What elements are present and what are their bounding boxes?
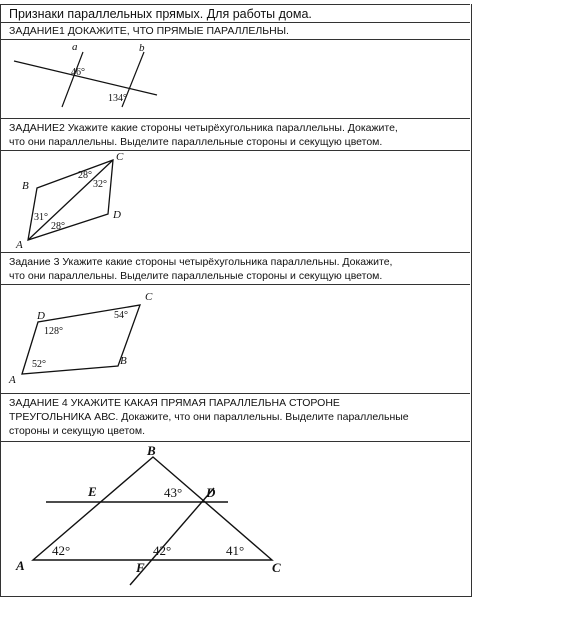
angle-31: 31° xyxy=(34,212,48,223)
task4-heading-line2: ТРЕУГОЛЬНИКА АВС. Докажите, что они параллельны. Выделите параллельные xyxy=(9,411,409,423)
angle-134: 134° xyxy=(108,93,127,104)
page-title: Признаки параллельных прямых. Для работы дома. xyxy=(9,7,312,21)
task3-heading-line1: Задание 3 Укажите какие стороны четырёхугольника параллельны. Докажите, xyxy=(9,256,393,268)
angle-52: 52° xyxy=(32,359,46,370)
angle-46: 46° xyxy=(71,67,85,78)
angle-32: 32° xyxy=(93,179,107,190)
vertex-c: C xyxy=(116,151,124,163)
task4-heading-line3: стороны и секущую цветом. xyxy=(9,425,145,437)
label-b: b xyxy=(139,42,145,54)
vertex-a: A xyxy=(9,374,16,386)
angle-41: 41° xyxy=(226,543,245,558)
vertex-d: D xyxy=(206,485,216,500)
vertex-d: D xyxy=(37,310,45,322)
vertex-e: E xyxy=(88,484,97,499)
vertex-b: B xyxy=(120,355,127,367)
task2-heading-line2: что они параллельны. Выделите параллельные стороны и секущую цветом. xyxy=(9,136,383,148)
vertex-c: C xyxy=(272,560,281,575)
vertex-a: A xyxy=(16,558,25,573)
task1-heading: ЗАДАНИЕ1 ДОКАЖИТЕ, ЧТО ПРЯМЫЕ ПАРАЛЛЕЛЬНЫ. xyxy=(9,25,289,37)
angle-28-bottom: 28° xyxy=(51,221,65,232)
label-a: a xyxy=(72,41,78,53)
vertex-c: C xyxy=(145,291,153,303)
angle-42-f: 42° xyxy=(153,543,172,558)
angle-54: 54° xyxy=(114,310,128,321)
task4-heading-line1: ЗАДАНИЕ 4 УКАЖИТЕ КАКАЯ ПРЯМАЯ ПАРАЛЛЕЛЬНА СТОРОНЕ xyxy=(9,397,340,409)
vertex-b: B xyxy=(147,443,156,458)
vertex-a: A xyxy=(16,239,23,251)
vertex-d: D xyxy=(113,209,121,221)
vertex-b: B xyxy=(22,180,29,192)
task2-heading-line1: ЗАДАНИЕ2 Укажите какие стороны четырёхугольника параллельны. Докажите, xyxy=(9,122,398,134)
angle-43: 43° xyxy=(164,485,183,500)
angle-28-top: 28° xyxy=(78,170,92,181)
vertex-f: F xyxy=(136,560,145,575)
angle-128: 128° xyxy=(44,326,63,337)
task3-heading-line2: что они параллельны. Выделите параллельные стороны и секущую цветом. xyxy=(9,270,383,282)
angle-42-a: 42° xyxy=(52,543,71,558)
